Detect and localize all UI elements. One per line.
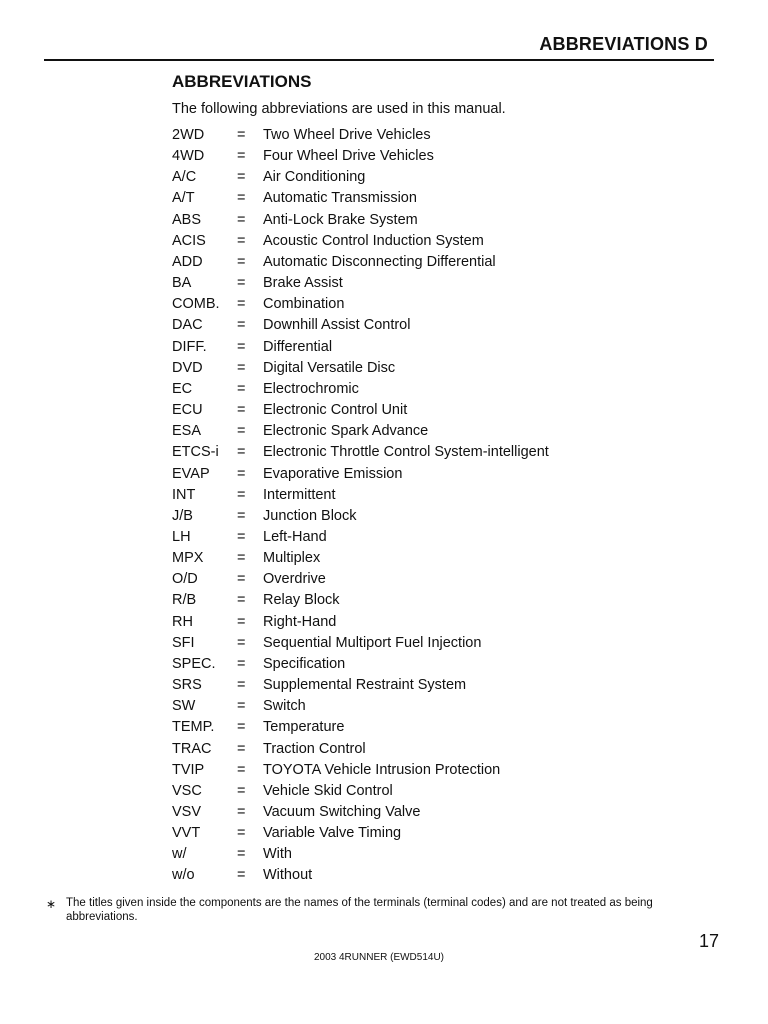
abbreviation-term: A/T: [172, 190, 195, 207]
abbreviation-term: SW: [172, 698, 196, 715]
abbreviation-term: DAC: [172, 317, 203, 334]
abbreviation-definition: Switch: [263, 698, 306, 715]
abbreviation-term: VSC: [172, 782, 202, 799]
equals-sign: =: [237, 423, 246, 440]
abbreviation-term: ADD: [172, 253, 203, 270]
abbreviation-definition: Junction Block: [263, 507, 357, 524]
intro-text: The following abbreviations are used in this manual.: [172, 101, 506, 117]
abbreviation-definition: Digital Versatile Disc: [263, 359, 396, 376]
abbreviation-term: 2WD: [172, 127, 205, 143]
equals-sign: =: [237, 571, 246, 588]
equals-sign: =: [237, 211, 246, 228]
equals-sign: =: [237, 444, 246, 461]
abbreviation-term: TVIP: [172, 761, 205, 778]
abbreviation-definition: Vehicle Skid Control: [263, 782, 393, 799]
equals-sign: =: [237, 317, 246, 334]
abbreviation-term: O/D: [172, 571, 198, 588]
abbreviation-definition: Intermittent: [263, 486, 336, 503]
abbreviation-definition: Without: [263, 867, 313, 884]
abbreviation-term: 4WD: [172, 148, 205, 165]
abbreviation-definition: Left-Hand: [263, 528, 327, 545]
abbreviation-definition: Electronic Spark Advance: [263, 423, 429, 440]
equals-sign: =: [237, 465, 246, 482]
abbreviation-definition: Sequential Multiport Fuel Injection: [263, 634, 482, 651]
equals-sign: =: [237, 296, 246, 313]
abbreviation-term: ECU: [172, 402, 203, 419]
abbreviation-definition: Traction Control: [263, 740, 366, 757]
abbreviation-definition: Electronic Control Unit: [263, 402, 408, 419]
abbreviation-term: TEMP.: [172, 719, 215, 736]
abbreviation-term: R/B: [172, 592, 197, 609]
abbreviation-term: ESA: [172, 423, 202, 440]
abbreviation-term: A/C: [172, 169, 197, 186]
abbreviation-term: SRS: [172, 677, 202, 694]
abbreviation-definition: Multiplex: [263, 550, 321, 567]
abbreviation-definition: Relay Block: [263, 592, 340, 609]
abbreviation-term: SPEC.: [172, 655, 216, 672]
equals-sign: =: [237, 634, 246, 651]
abbreviation-term: INT: [172, 486, 196, 503]
footnote-text: The titles given inside the components are the names of the terminals (terminal codes) and are not treated as being abbreviations.: [66, 897, 653, 923]
equals-sign: =: [237, 148, 246, 165]
equals-sign: =: [237, 867, 246, 884]
abbreviation-definition: Anti-Lock Brake System: [263, 211, 418, 228]
page-number: 17: [698, 931, 719, 951]
footnote: [46, 897, 718, 924]
equals-sign: =: [237, 507, 246, 524]
abbreviation-definition: Temperature: [263, 719, 345, 736]
section-heading: ABBREVIATIONS: [172, 72, 312, 91]
abbreviation-definition: Electrochromic: [263, 380, 359, 397]
equals-sign: =: [237, 359, 246, 376]
equals-sign: =: [237, 677, 246, 694]
abbreviation-term: ABS: [172, 211, 202, 228]
abbreviation-term: w/: [172, 846, 187, 863]
equals-sign: =: [237, 761, 246, 778]
abbreviation-term: J/B: [172, 507, 193, 524]
abbreviation-definition: Differential: [263, 338, 333, 355]
abbreviation-term: SFI: [172, 634, 195, 651]
abbreviation-definition: Specification: [263, 655, 346, 672]
abbreviation-definition: Air Conditioning: [263, 169, 366, 186]
abbreviation-term: EVAP: [172, 465, 210, 482]
abbreviation-definition: Brake Assist: [263, 275, 343, 292]
equals-sign: =: [237, 380, 246, 397]
equals-sign: =: [237, 825, 246, 842]
abbreviation-term: LH: [172, 528, 191, 545]
equals-sign: =: [237, 719, 246, 736]
abbreviation-definition: Combination: [263, 296, 345, 313]
abbreviation-term: VVT: [172, 825, 201, 842]
abbreviation-definition: Right-Hand: [263, 613, 337, 630]
page-header-title: ABBREVIATIONS D: [539, 34, 708, 54]
abbreviation-term: ETCS-i: [172, 444, 219, 461]
abbreviation-term: MPX: [172, 550, 204, 567]
abbreviation-term: TRAC: [172, 740, 212, 757]
equals-sign: =: [237, 190, 246, 207]
abbreviation-term: VSV: [172, 804, 202, 820]
abbreviation-term: ACIS: [172, 232, 206, 249]
equals-sign: =: [237, 232, 246, 249]
abbreviation-definition: Variable Valve Timing: [263, 825, 402, 842]
abbreviation-definition: Vacuum Switching Valve: [263, 804, 421, 820]
abbreviation-definition: Two Wheel Drive Vehicles: [263, 127, 431, 143]
abbreviation-term: EC: [172, 380, 193, 397]
footnote-asterisk: ∗: [46, 897, 57, 911]
abbreviation-term: DVD: [172, 359, 203, 376]
abbreviation-definition: Overdrive: [263, 571, 326, 588]
document-code: 2003 4RUNNER (EWD514U): [313, 952, 445, 963]
equals-sign: =: [237, 402, 246, 419]
header-divider: [44, 59, 714, 61]
equals-sign: =: [237, 846, 246, 863]
abbreviation-definition: Downhill Assist Control: [263, 317, 411, 334]
abbreviation-definition: Acoustic Control Induction System: [263, 232, 484, 249]
equals-sign: =: [237, 127, 246, 143]
equals-sign: =: [237, 486, 246, 503]
abbreviation-definition: Automatic Transmission: [263, 190, 417, 207]
abbreviation-definition: Evaporative Emission: [263, 465, 403, 482]
abbreviation-term: BA: [172, 275, 192, 292]
equals-sign: =: [237, 698, 246, 715]
equals-sign: =: [237, 613, 246, 630]
equals-sign: =: [237, 169, 246, 186]
equals-sign: =: [237, 338, 246, 355]
equals-sign: =: [237, 655, 246, 672]
abbreviation-definition: Electronic Throttle Control System-intelligent: [263, 444, 549, 461]
equals-sign: =: [237, 740, 246, 757]
abbreviation-term: DIFF.: [172, 338, 207, 355]
equals-sign: =: [237, 782, 246, 799]
equals-sign: =: [237, 804, 246, 820]
abbreviation-term: RH: [172, 613, 193, 630]
abbreviation-definition: Supplemental Restraint System: [263, 677, 467, 694]
abbreviation-definition: Four Wheel Drive Vehicles: [263, 148, 434, 165]
abbreviation-term: w/o: [172, 867, 195, 884]
equals-sign: =: [237, 592, 246, 609]
abbreviation-definition: Automatic Disconnecting Differential: [263, 253, 496, 270]
abbreviation-definition: With: [263, 846, 292, 863]
abbreviation-term: COMB.: [172, 296, 220, 313]
equals-sign: =: [237, 253, 246, 270]
equals-sign: =: [237, 275, 246, 292]
equals-sign: =: [237, 528, 246, 545]
equals-sign: =: [237, 550, 246, 567]
abbreviation-definition: TOYOTA Vehicle Intrusion Protection: [263, 761, 501, 778]
